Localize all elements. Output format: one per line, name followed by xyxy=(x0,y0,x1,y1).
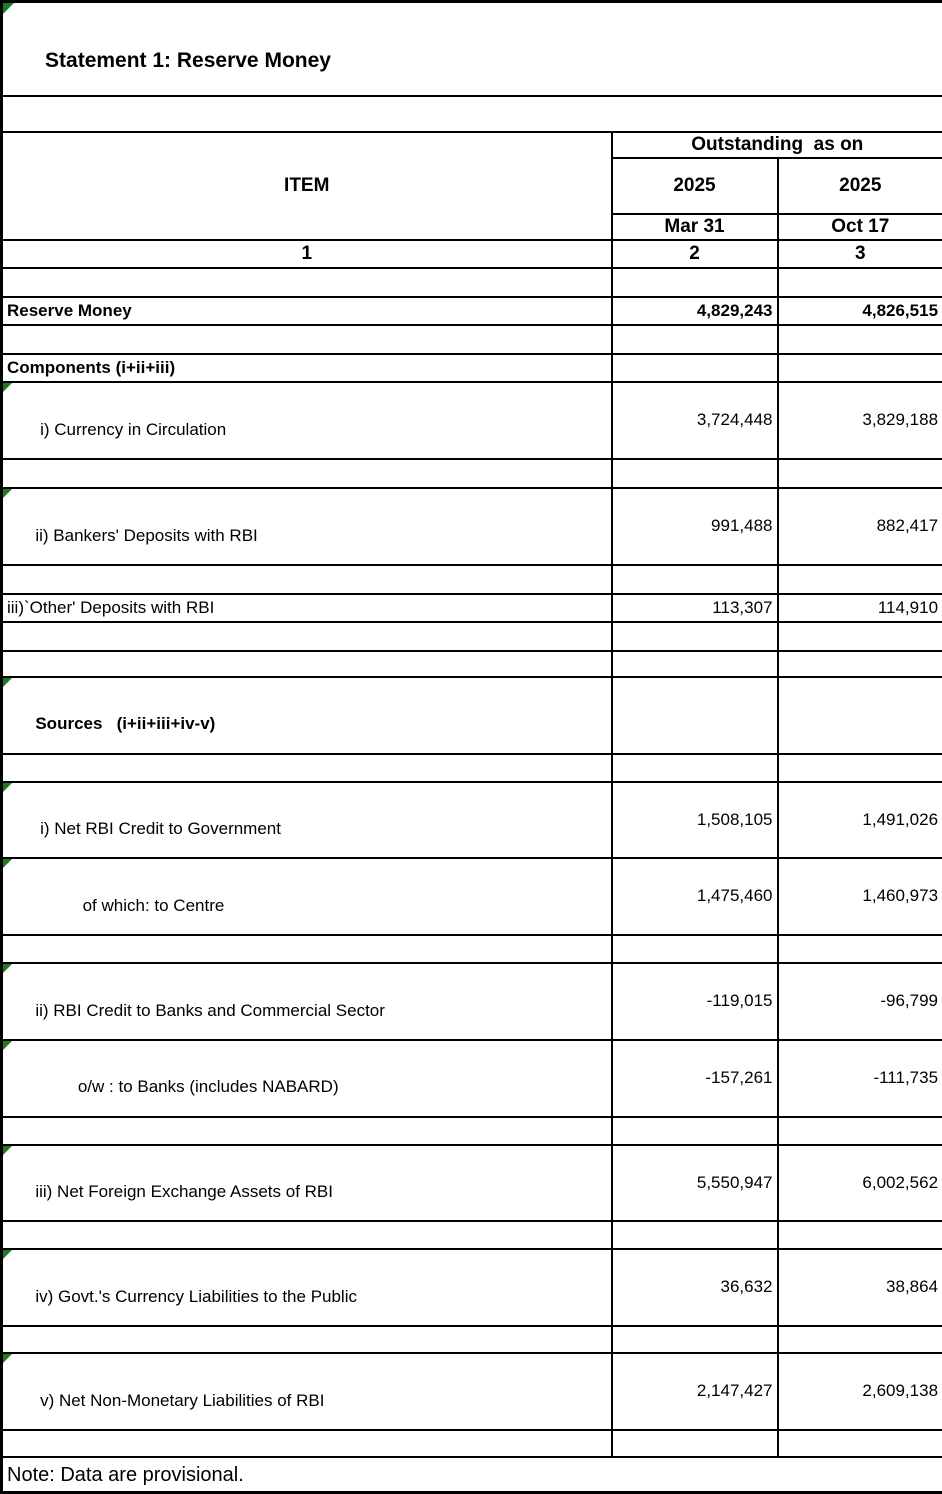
value-oct17-cell[interactable]: 1,460,973 xyxy=(778,858,942,935)
item-header-cell[interactable]: ITEM xyxy=(2,132,612,240)
cell-corner-marker-icon xyxy=(3,1041,12,1050)
value-oct17-cell[interactable] xyxy=(778,354,942,382)
cell-corner-marker-icon xyxy=(3,783,12,792)
value-oct17-cell[interactable]: 38,864 xyxy=(778,1249,942,1326)
cell-corner-marker-icon xyxy=(3,1354,12,1363)
date-header-col2[interactable]: Mar 31 xyxy=(612,214,778,240)
item-cell[interactable] xyxy=(2,488,612,565)
column-number-row xyxy=(2,240,942,268)
row-reserve-money xyxy=(2,297,942,325)
item-label: of which: to Centre xyxy=(35,896,224,915)
year-header-col3[interactable]: 2025 xyxy=(778,158,942,214)
spacer-cell[interactable] xyxy=(2,1117,612,1145)
value-oct17-cell[interactable]: 3,829,188 xyxy=(778,382,942,459)
spacer-cell[interactable] xyxy=(2,325,612,354)
cell-corner-marker-icon xyxy=(3,3,14,14)
value-oct17-cell[interactable]: 6,002,562 xyxy=(778,1145,942,1222)
spacer-cell[interactable] xyxy=(612,268,778,297)
row-currency-in-circulation xyxy=(2,382,942,459)
spacer-cell[interactable] xyxy=(2,96,942,132)
spacer-row xyxy=(2,622,942,651)
spacer-cell[interactable] xyxy=(612,565,778,594)
spacer-cell[interactable] xyxy=(2,1221,612,1249)
outstanding-header-cell[interactable]: Outstanding as on xyxy=(612,132,942,158)
spacer-cell[interactable] xyxy=(778,325,942,354)
spacer-cell[interactable] xyxy=(778,1430,942,1457)
row-net-non-monetary-liabilities xyxy=(2,1353,942,1430)
value-oct17-cell[interactable]: 4,826,515 xyxy=(778,297,942,325)
spacer-cell[interactable] xyxy=(2,754,612,782)
value-mar31-cell[interactable] xyxy=(612,354,778,382)
spacer-cell[interactable] xyxy=(2,565,612,594)
value-mar31-cell[interactable]: 1,508,105 xyxy=(612,782,778,859)
value-mar31-cell[interactable] xyxy=(612,677,778,754)
row-components-heading xyxy=(2,354,942,382)
spacer-cell[interactable] xyxy=(778,1326,942,1353)
row-other-deposits xyxy=(2,594,942,622)
item-label: iv) Govt.'s Currency Liabilities to the Public xyxy=(35,1287,357,1306)
spacer-cell[interactable] xyxy=(778,459,942,488)
spacer-cell[interactable] xyxy=(2,1326,612,1353)
row-sources-heading xyxy=(2,677,942,754)
spacer-cell[interactable] xyxy=(612,754,778,782)
item-label: iii) Net Foreign Exchange Assets of RBI xyxy=(35,1182,333,1201)
spacer-cell[interactable] xyxy=(2,459,612,488)
row-of-which-centre xyxy=(2,858,942,935)
item-cell[interactable] xyxy=(2,594,612,622)
spacer-row xyxy=(2,459,942,488)
spacer-cell[interactable] xyxy=(612,1326,778,1353)
item-label: ii) RBI Credit to Banks and Commercial Sector xyxy=(35,1001,385,1020)
item-cell[interactable] xyxy=(2,963,612,1040)
value-mar31-cell[interactable]: 36,632 xyxy=(612,1249,778,1326)
item-cell[interactable] xyxy=(2,354,612,382)
value-oct17-cell[interactable]: -96,799 xyxy=(778,963,942,1040)
title-row xyxy=(2,2,942,97)
spacer-row xyxy=(2,325,942,354)
value-mar31-cell[interactable]: 2,147,427 xyxy=(612,1353,778,1430)
spacer-cell[interactable] xyxy=(2,268,612,297)
item-cell[interactable] xyxy=(2,1249,612,1326)
item-cell[interactable] xyxy=(2,782,612,859)
spacer-cell[interactable] xyxy=(778,651,942,677)
spacer-cell[interactable] xyxy=(2,622,612,651)
item-label: Reserve Money xyxy=(7,301,132,320)
colnum-2-cell[interactable]: 2 xyxy=(612,240,778,268)
value-oct17-cell[interactable]: 2,609,138 xyxy=(778,1353,942,1430)
value-mar31-cell[interactable]: -119,015 xyxy=(612,963,778,1040)
cell-corner-marker-icon xyxy=(3,1146,12,1155)
spacer-cell[interactable] xyxy=(778,565,942,594)
cell-corner-marker-icon xyxy=(3,678,12,687)
spacer-cell[interactable] xyxy=(612,651,778,677)
spacer-cell[interactable] xyxy=(612,459,778,488)
note-cell[interactable]: Note: Data are provisional. xyxy=(2,1457,942,1493)
cell-corner-marker-icon xyxy=(3,1250,12,1259)
row-net-foreign-exchange-assets xyxy=(2,1145,942,1222)
spacer-cell[interactable] xyxy=(778,268,942,297)
date-header-col3[interactable]: Oct 17 xyxy=(778,214,942,240)
item-label: Sources (i+ii+iii+iv-v) xyxy=(35,714,215,733)
item-cell[interactable] xyxy=(2,297,612,325)
spacer-cell[interactable] xyxy=(778,754,942,782)
row-bankers-deposits xyxy=(2,488,942,565)
row-ow-to-banks xyxy=(2,1040,942,1117)
spacer-row xyxy=(2,565,942,594)
item-label: v) Net Non-Monetary Liabilities of RBI xyxy=(35,1391,324,1410)
value-oct17-cell[interactable]: 1,491,026 xyxy=(778,782,942,859)
spacer-cell[interactable] xyxy=(778,622,942,651)
colnum-3-cell[interactable]: 3 xyxy=(778,240,942,268)
value-mar31-cell[interactable]: 113,307 xyxy=(612,594,778,622)
value-mar31-cell[interactable]: 991,488 xyxy=(612,488,778,565)
cell-corner-marker-icon xyxy=(3,489,12,498)
row-rbi-credit-banks-commercial xyxy=(2,963,942,1040)
item-label: ii) Bankers' Deposits with RBI xyxy=(35,526,257,545)
spacer-row xyxy=(2,651,942,677)
value-mar31-cell[interactable]: -157,261 xyxy=(612,1040,778,1117)
header-row-outstanding xyxy=(2,132,942,158)
spacer-cell[interactable] xyxy=(612,935,778,963)
cell-corner-marker-icon xyxy=(3,383,12,392)
item-cell[interactable] xyxy=(2,1145,612,1222)
spacer-cell[interactable] xyxy=(778,935,942,963)
item-cell[interactable] xyxy=(2,382,612,459)
item-label: o/w : to Banks (includes NABARD) xyxy=(35,1077,338,1096)
value-mar31-cell[interactable]: 3,724,448 xyxy=(612,382,778,459)
cell-corner-marker-icon xyxy=(3,859,12,868)
spacer-row xyxy=(2,754,942,782)
value-oct17-cell[interactable] xyxy=(778,677,942,754)
item-cell[interactable] xyxy=(2,1040,612,1117)
item-cell[interactable] xyxy=(2,677,612,754)
statement-title: Statement 1: Reserve Money xyxy=(45,49,331,72)
spacer-row xyxy=(2,1117,942,1145)
spacer-row xyxy=(2,1221,942,1249)
year-header-col2[interactable]: 2025 xyxy=(612,158,778,214)
item-cell[interactable] xyxy=(2,1353,612,1430)
spacer-cell[interactable] xyxy=(2,1430,612,1457)
item-label: i) Net RBI Credit to Government xyxy=(35,819,281,838)
spacer-cell[interactable] xyxy=(2,651,612,677)
value-mar31-cell[interactable]: 5,550,947 xyxy=(612,1145,778,1222)
spacer-row xyxy=(2,935,942,963)
value-mar31-cell[interactable]: 4,829,243 xyxy=(612,297,778,325)
spacer-cell[interactable] xyxy=(778,1221,942,1249)
spacer-row xyxy=(2,268,942,297)
note-row xyxy=(2,1457,942,1493)
spacer-row xyxy=(2,1326,942,1353)
spacer-row xyxy=(2,1430,942,1457)
value-mar31-cell[interactable]: 1,475,460 xyxy=(612,858,778,935)
row-net-rbi-credit-govt xyxy=(2,782,942,859)
statement-title-cell[interactable] xyxy=(2,2,942,97)
spacer-cell[interactable] xyxy=(612,325,778,354)
item-label: iii)`Other' Deposits with RBI xyxy=(7,598,214,617)
spacer-cell[interactable] xyxy=(612,1430,778,1457)
value-oct17-cell[interactable]: -111,735 xyxy=(778,1040,942,1117)
item-cell[interactable] xyxy=(2,858,612,935)
spacer-row xyxy=(2,96,942,132)
colnum-1-cell[interactable]: 1 xyxy=(2,240,612,268)
row-govt-currency-liabilities xyxy=(2,1249,942,1326)
cell-corner-marker-icon xyxy=(3,964,12,973)
spacer-cell[interactable] xyxy=(778,1117,942,1145)
spacer-cell[interactable] xyxy=(612,1221,778,1249)
spacer-cell[interactable] xyxy=(2,935,612,963)
item-label: i) Currency in Circulation xyxy=(35,420,226,439)
spacer-cell[interactable] xyxy=(612,622,778,651)
value-oct17-cell[interactable]: 114,910 xyxy=(778,594,942,622)
value-oct17-cell[interactable]: 882,417 xyxy=(778,488,942,565)
item-label: Components (i+ii+iii) xyxy=(7,358,175,377)
spacer-cell[interactable] xyxy=(612,1117,778,1145)
